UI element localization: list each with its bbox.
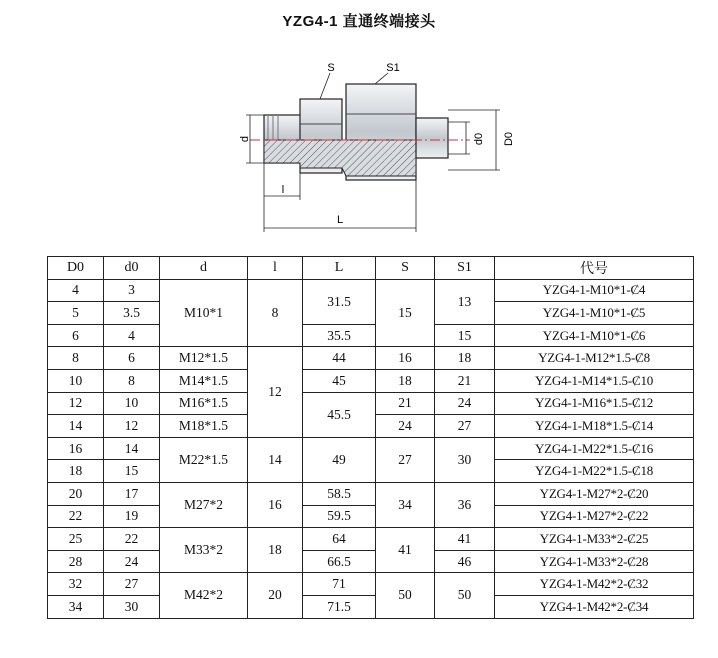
- cell-l: 16: [248, 482, 303, 527]
- label-s: S: [327, 62, 335, 74]
- header-cell: l: [248, 257, 303, 280]
- cell-d0-inner: 3.5: [104, 302, 160, 325]
- cell-d0-inner: 8: [104, 369, 160, 392]
- cell-s1: 50: [435, 573, 495, 618]
- cell-d0-inner: 30: [104, 595, 160, 618]
- table-row: [48, 369, 694, 392]
- table-row: [48, 437, 694, 460]
- cell-l: 18: [248, 528, 303, 573]
- label-big-d0: D0: [503, 131, 515, 147]
- cell-d0-outer: 18: [48, 460, 104, 483]
- cell-s1: 24: [435, 392, 495, 415]
- cell-s: 50: [376, 573, 435, 618]
- table-row: [48, 573, 694, 596]
- cell-s1: 46: [435, 550, 495, 573]
- cell-code: YZG4-1-M10*1-Ȼ6: [495, 324, 694, 347]
- cell-l: 14: [248, 437, 303, 482]
- cell-s: 27: [376, 437, 435, 482]
- cell-thread: M18*1.5: [160, 415, 248, 438]
- cell-s1: 13: [435, 279, 495, 324]
- cell-code: YZG4-1-M33*2-Ȼ25: [495, 528, 694, 551]
- table-row: [48, 595, 694, 618]
- cell-d0-inner: 27: [104, 573, 160, 596]
- cell-code: YZG4-1-M10*1-Ȼ5: [495, 302, 694, 325]
- table-row: [48, 482, 694, 505]
- cell-s: 18: [376, 369, 435, 392]
- cell-length: 45.5: [303, 392, 376, 437]
- cell-thread: M14*1.5: [160, 369, 248, 392]
- cell-length: 35.5: [303, 324, 376, 347]
- cell-s: 15: [376, 279, 435, 347]
- cell-length: 58.5: [303, 482, 376, 505]
- cell-s1: 18: [435, 347, 495, 370]
- cell-d0-outer: 16: [48, 437, 104, 460]
- cell-l: 8: [248, 279, 303, 347]
- cell-length: 71.5: [303, 595, 376, 618]
- table-row: [48, 505, 694, 528]
- cell-s1: 27: [435, 415, 495, 438]
- cell-length: 31.5: [303, 279, 376, 324]
- cell-length: 66.5: [303, 550, 376, 573]
- cell-d0-inner: 6: [104, 347, 160, 370]
- table-row: [48, 279, 694, 302]
- cell-d0-outer: 8: [48, 347, 104, 370]
- cell-d0-outer: 10: [48, 369, 104, 392]
- cell-length: 45: [303, 369, 376, 392]
- cell-d0-inner: 19: [104, 505, 160, 528]
- cell-thread: M33*2: [160, 528, 248, 573]
- cell-d0-inner: 3: [104, 279, 160, 302]
- cell-l: 12: [248, 347, 303, 437]
- cell-d0-outer: 34: [48, 595, 104, 618]
- cell-d0-outer: 6: [48, 324, 104, 347]
- cell-code: YZG4-1-M42*2-Ȼ32: [495, 573, 694, 596]
- header-cell: 代号: [495, 257, 694, 280]
- cell-s1: 30: [435, 437, 495, 482]
- cell-d0-outer: 28: [48, 550, 104, 573]
- header-cell: d: [160, 257, 248, 280]
- table-row: [48, 392, 694, 415]
- header-cell: d0: [104, 257, 160, 280]
- cell-s1: 21: [435, 369, 495, 392]
- label-l-small: l: [281, 184, 285, 196]
- cell-d0-inner: 14: [104, 437, 160, 460]
- cell-d0-outer: 20: [48, 482, 104, 505]
- header-cell: D0: [48, 257, 104, 280]
- cell-s1: 15: [435, 324, 495, 347]
- spec-table: [47, 256, 694, 619]
- cell-d0-inner: 15: [104, 460, 160, 483]
- table-row: [48, 324, 694, 347]
- cell-d0-outer: 4: [48, 279, 104, 302]
- cell-s: 21: [376, 392, 435, 415]
- cell-s: 24: [376, 415, 435, 438]
- cell-s1: 36: [435, 482, 495, 527]
- cell-d0-outer: 5: [48, 302, 104, 325]
- cell-d0-outer: 32: [48, 573, 104, 596]
- cell-thread: M10*1: [160, 279, 248, 347]
- cell-thread: M12*1.5: [160, 347, 248, 370]
- label-d0: d0: [473, 132, 485, 146]
- cell-code: YZG4-1-M42*2-Ȼ34: [495, 595, 694, 618]
- cell-d0-inner: 12: [104, 415, 160, 438]
- cell-s: 34: [376, 482, 435, 527]
- cell-code: YZG4-1-M33*2-Ȼ28: [495, 550, 694, 573]
- cell-s: 16: [376, 347, 435, 370]
- cell-d0-outer: 12: [48, 392, 104, 415]
- table-row: [48, 528, 694, 551]
- label-l-total: L: [336, 214, 344, 226]
- cell-length: 59.5: [303, 505, 376, 528]
- cell-code: YZG4-1-M27*2-Ȼ20: [495, 482, 694, 505]
- cell-d0-inner: 24: [104, 550, 160, 573]
- cell-d0-outer: 22: [48, 505, 104, 528]
- cell-d0-inner: 10: [104, 392, 160, 415]
- cell-code: YZG4-1-M14*1.5-Ȼ10: [495, 369, 694, 392]
- cell-length: 44: [303, 347, 376, 370]
- cell-length: 71: [303, 573, 376, 596]
- header-cell: L: [303, 257, 376, 280]
- cell-code: YZG4-1-M10*1-Ȼ4: [495, 279, 694, 302]
- cell-l: 20: [248, 573, 303, 618]
- cell-d0-inner: 22: [104, 528, 160, 551]
- cell-code: YZG4-1-M18*1.5-Ȼ14: [495, 415, 694, 438]
- header-cell: S1: [435, 257, 495, 280]
- cell-thread: M22*1.5: [160, 437, 248, 482]
- label-s1: S1: [386, 62, 400, 74]
- cell-thread: M42*2: [160, 573, 248, 618]
- cell-code: YZG4-1-M27*2-Ȼ22: [495, 505, 694, 528]
- cell-s: 41: [376, 528, 435, 573]
- header-cell: S: [376, 257, 435, 280]
- cell-d0-inner: 17: [104, 482, 160, 505]
- table-row: [48, 550, 694, 573]
- cell-s1: 41: [435, 528, 495, 551]
- label-d: d: [239, 135, 251, 143]
- page-title: YZG4-1 直通终端接头: [282, 13, 436, 30]
- cell-thread: M27*2: [160, 482, 248, 527]
- fitting-drawing: [0, 40, 718, 240]
- cell-code: YZG4-1-M12*1.5-Ȼ8: [495, 347, 694, 370]
- cell-code: YZG4-1-M22*1.5-Ȼ18: [495, 460, 694, 483]
- cell-code: YZG4-1-M16*1.5-Ȼ12: [495, 392, 694, 415]
- table-header-row: [48, 257, 694, 280]
- cell-d0-inner: 4: [104, 324, 160, 347]
- cell-thread: M16*1.5: [160, 392, 248, 415]
- cell-length: 64: [303, 528, 376, 551]
- cell-d0-outer: 14: [48, 415, 104, 438]
- cell-length: 49: [303, 437, 376, 482]
- cell-d0-outer: 25: [48, 528, 104, 551]
- tube: [416, 118, 448, 158]
- cell-code: YZG4-1-M22*1.5-Ȼ16: [495, 437, 694, 460]
- table-row: [48, 347, 694, 370]
